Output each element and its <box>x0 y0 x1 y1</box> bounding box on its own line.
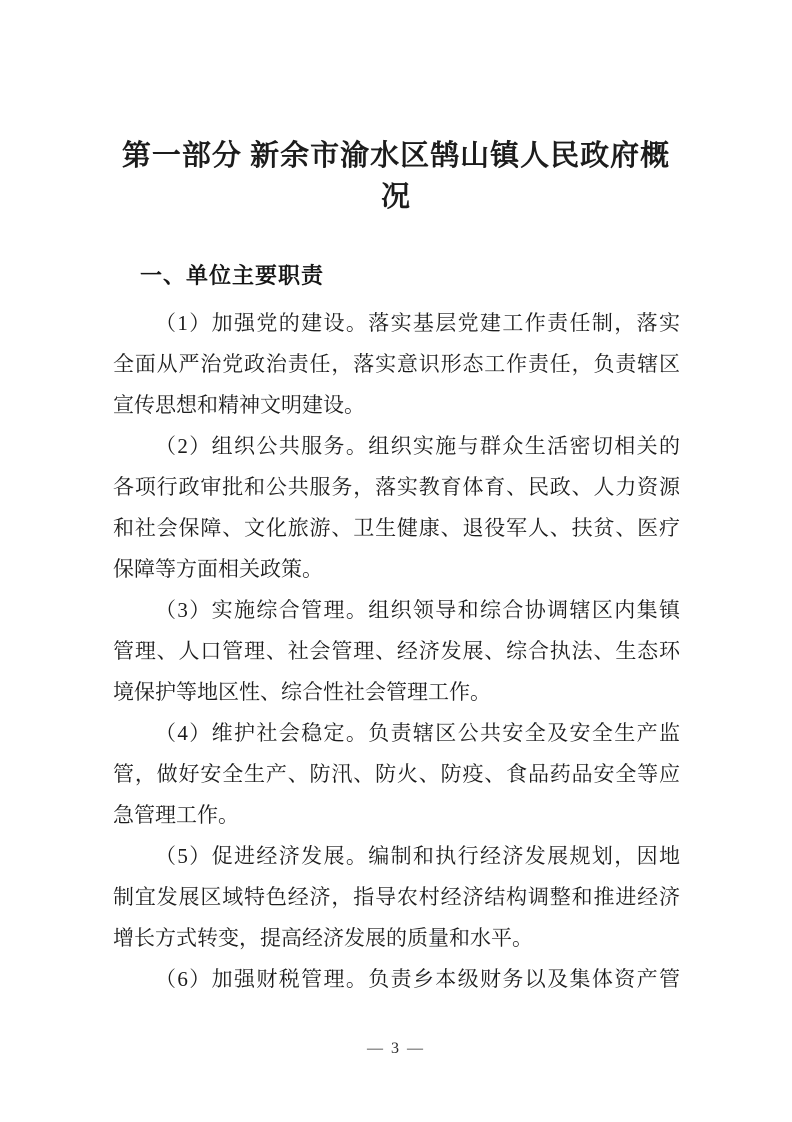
body-text-line: 增长方式转变，提高经济发展的质量和水平。 <box>113 926 533 950</box>
body-text-line: 全面从严治党政治责任，落实意识形态工作责任，负责辖区 <box>113 352 680 376</box>
body-text-line: （1）加强党的建设。落实基层党建工作责任制，落实 <box>155 311 680 335</box>
body-text-line: （6）加强财税管理。负责乡本级财务以及集体资产管 <box>155 967 680 991</box>
body-text-line: （5）促进经济发展。编制和执行经济发展规划，因地 <box>155 844 680 868</box>
body-text-line: 急管理工作。 <box>113 803 239 827</box>
body-text-line: 各项行政审批和公共服务，落实教育体育、民政、人力资源 <box>113 475 680 499</box>
body-text-line: 和社会保障、文化旅游、卫生健康、退役军人、扶贫、医疗 <box>113 516 680 540</box>
body-text-line: 管，做好安全生产、防汛、防火、防疫、食品药品安全等应 <box>113 762 680 786</box>
body-text-line: （4）维护社会稳定。负责辖区公共安全及安全生产监 <box>155 721 680 745</box>
body-text-line: （3）实施综合管理。组织领导和综合协调辖区内集镇 <box>155 598 680 622</box>
body-text-line: 制宜发展区域特色经济，指导农村经济结构调整和推进经济 <box>113 885 680 909</box>
page-number: — 3 — <box>367 1040 425 1057</box>
body-text-line: 宣传思想和精神文明建设。 <box>113 393 365 417</box>
document-title-line: 第一部分 新余市渝水区鹄山镇人民政府概 <box>121 140 671 172</box>
document-body <box>113 303 680 1000</box>
body-text-line: （2）组织公共服务。组织实施与群众生活密切相关的 <box>155 434 680 458</box>
body-text-line: 境保护等地区性、综合性社会管理工作。 <box>113 680 491 704</box>
body-text-line: 管理、人口管理、社会管理、经济发展、综合执法、生态环 <box>113 639 680 663</box>
body-text-line: 保障等方面相关政策。 <box>113 557 323 581</box>
section-heading: 一、单位主要职责 <box>140 263 325 288</box>
document-title <box>103 136 689 218</box>
document-title-line: 况 <box>380 181 411 213</box>
